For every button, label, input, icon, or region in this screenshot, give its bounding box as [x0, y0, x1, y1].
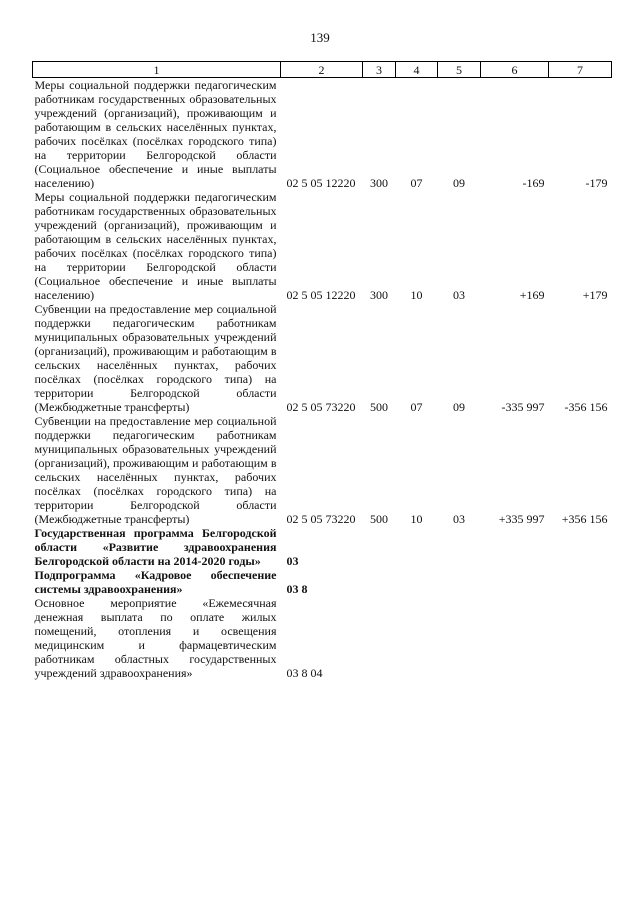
row-col4: 10: [410, 288, 423, 302]
row-col5: 03: [453, 288, 465, 302]
row-col6: [481, 568, 549, 596]
row-col7: +179: [582, 288, 608, 302]
page-number: 139: [310, 30, 330, 45]
row-col6: [481, 596, 549, 680]
row-col7: +356 156: [561, 512, 608, 526]
row-description: Меры социальной поддержки педагогическим работникам государственных образовательных учреждений (организаций), проживающим и работающим в сельских населённых пунктах, рабочих посёлках (посёлках городского типа) на территории Белгородской области (Социальное обеспечение и иные выплаты населению): [34, 78, 277, 190]
row-description: Государственная программа Белгородской области «Развитие здравоохранения Белгородской области на 2014-2020 годы»: [34, 526, 277, 568]
column-header-5: 5: [438, 62, 481, 78]
row-col3: 500: [370, 400, 388, 414]
table-row: [33, 568, 612, 596]
row-col6: -335 997: [501, 400, 545, 414]
row-description: Субвенции на предоставление мер социальной поддержки педагогическим работникам муниципальных образовательных учреждений (организаций), проживающим и работающим в сельских населённых пунктах, рабочих посёлках (посёлках городского типа) на территории Белгородской области (Межбюджетные трансферты): [34, 414, 277, 526]
column-header-3: 3: [363, 62, 396, 78]
table-row: [33, 190, 612, 302]
row-col3: [363, 526, 396, 568]
table-row: [33, 526, 612, 568]
column-header-6: 6: [481, 62, 549, 78]
row-description: Основное мероприятие «Ежемесячная денежная выплата по оплате жилых помещений, отопления и освещения медицинским и фармацевтическим работникам областных государственных учреждений здравоохранения»: [34, 596, 277, 680]
row-col6: +335 997: [498, 512, 545, 526]
row-code: 03 8 04: [286, 666, 323, 680]
row-code: 02 5 05 73220: [286, 512, 356, 526]
table-row: [33, 596, 612, 680]
table-row: [33, 78, 612, 191]
row-col7: [549, 596, 612, 680]
row-col6: [481, 526, 549, 568]
row-col7: [549, 526, 612, 568]
table-row: [33, 414, 612, 526]
row-col3: 500: [370, 512, 388, 526]
row-description: Меры социальной поддержки педагогическим работникам государственных образовательных учреждений (организаций), проживающим и работающим в сельских населённых пунктах, рабочих посёлках (посёлках городского типа) на территории Белгородской области (Социальное обеспечение и иные выплаты населению): [34, 190, 277, 302]
row-col7: -179: [585, 176, 608, 190]
table-header-row: [33, 62, 612, 78]
row-col3: 300: [370, 288, 388, 302]
row-col4: 10: [410, 512, 423, 526]
row-col4: 07: [410, 176, 423, 190]
row-col5: [438, 526, 481, 568]
row-description: Субвенции на предоставление мер социальной поддержки педагогическим работникам муниципальных образовательных учреждений (организаций), проживающим и работающим в сельских населённых пунктах, рабочих посёлках (посёлках городского типа) на территории Белгородской области (Межбюджетные трансферты): [34, 302, 277, 414]
row-col7: [549, 568, 612, 596]
budget-table: [32, 61, 612, 680]
column-header-7: 7: [549, 62, 612, 78]
row-code: 03: [286, 554, 299, 568]
row-col7: -356 156: [564, 400, 608, 414]
row-col5: 09: [453, 400, 465, 414]
row-col6: +169: [519, 288, 545, 302]
row-col4: [396, 568, 438, 596]
row-col4: [396, 596, 438, 680]
row-col3: [363, 568, 396, 596]
row-description: Подпрограмма «Кадровое обеспечение системы здравоохранения»: [34, 568, 277, 596]
row-col5: [438, 568, 481, 596]
row-code: 02 5 05 12220: [286, 288, 356, 302]
row-col4: [396, 526, 438, 568]
row-code: 02 5 05 73220: [286, 400, 356, 414]
column-header-4: 4: [396, 62, 438, 78]
row-col5: [438, 596, 481, 680]
column-header-1: 1: [33, 62, 281, 78]
column-header-2: 2: [281, 62, 363, 78]
table-row: [33, 302, 612, 414]
row-col4: 07: [410, 400, 423, 414]
row-col3: 300: [370, 176, 388, 190]
row-col3: [363, 596, 396, 680]
row-code: 03 8: [286, 582, 308, 596]
row-code: 02 5 05 12220: [286, 176, 356, 190]
row-col5: 09: [453, 176, 465, 190]
row-col6: -169: [522, 176, 545, 190]
row-col5: 03: [453, 512, 465, 526]
